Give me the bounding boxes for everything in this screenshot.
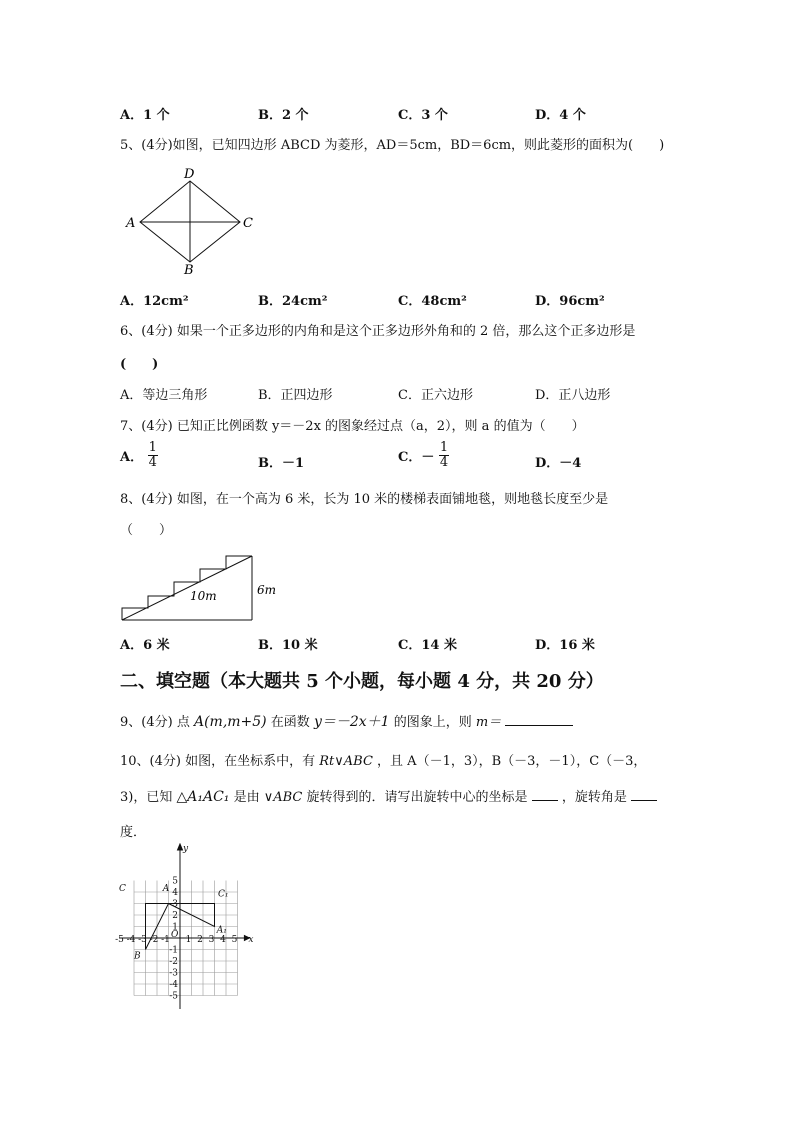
point-label-b: B xyxy=(134,951,141,962)
x-tick-label: -4 xyxy=(126,935,136,945)
q6-option-d: D．正八边形 xyxy=(535,388,611,403)
q5-option-b: B．24cm² xyxy=(258,294,328,309)
vertex-label-c: C xyxy=(243,216,253,231)
y-tick-label: 1 xyxy=(172,922,178,933)
q6-option-a: A．等边三角形 xyxy=(120,388,208,403)
q8-option-b: B．10 米 xyxy=(258,638,318,653)
q9-point: A(m,m+5) xyxy=(193,714,267,730)
q7-stem: 7、(4分) 已知正比例函数 y＝－2x 的图象经过点（a，2），则 a 的值为（ ） xyxy=(120,419,585,434)
y-tick-label: 3 xyxy=(172,899,178,910)
q10-line-1: 10、(4分) 如图，在坐标系中，有 Rt∨ABC ，且 A（－1，3），B（－3，－1），C（－3， xyxy=(120,754,647,769)
staircase-diagram xyxy=(118,550,298,626)
rhombus-diagram xyxy=(122,164,262,276)
q6-stem: 6、(4分) 如果一个正多边形的内角和是这个正多边形外角和的 2 倍，那么这个正多边形是 xyxy=(120,324,636,339)
x-tick-label: 4 xyxy=(220,935,226,945)
point-label-c1: C₁ xyxy=(217,889,229,900)
q5-option-c: C．48cm² xyxy=(398,294,467,309)
q4-option-a: A．1 个 xyxy=(120,108,170,123)
y-tick-label: -5 xyxy=(169,991,178,1002)
q7-fraction-c: $\frac{1}{4}$ xyxy=(439,440,449,470)
q7-fraction-a: $\frac{1}{4}$ xyxy=(148,440,157,470)
q8-stem: 8、(4分) 如图，在一个高为 6 米，长为 10 米的楼梯表面铺地毯，则地毯长度至少是 xyxy=(120,492,609,507)
q6-option-c: C．正六边形 xyxy=(398,388,473,403)
q10-line-3: 度． xyxy=(120,825,147,840)
x-axis-label: x xyxy=(248,935,254,945)
vertex-label-d: D xyxy=(184,167,195,182)
y-axis-label: y xyxy=(183,844,189,854)
point-label-c: C xyxy=(119,883,126,894)
coordinate-graph xyxy=(115,843,265,1013)
y-tick-label: 2 xyxy=(172,911,178,921)
y-tick-label: -2 xyxy=(169,957,178,967)
q8-option-a: A．6 米 xyxy=(120,638,170,653)
q6-option-b: B．正四边形 xyxy=(258,388,333,403)
y-tick-label: -3 xyxy=(169,968,178,979)
x-tick-label: 5 xyxy=(231,935,238,945)
point-label-a1: A₁ xyxy=(216,925,227,936)
q9-answer-blank[interactable] xyxy=(505,725,573,726)
q10-center-blank[interactable] xyxy=(532,800,558,801)
y-tick-label: -4 xyxy=(169,980,178,990)
y-tick-label: -1 xyxy=(169,945,178,956)
x-tick-label: -3 xyxy=(138,935,147,945)
x-tick-label: -5 xyxy=(115,935,124,945)
q7-option-b: B．－1 xyxy=(258,456,305,471)
q10-line-2: 3)，已知 △A₁AC₁ 是由 ∨ABC 旋转得到的．请写出旋转中心的坐标是 ，旋转角是 xyxy=(120,786,657,805)
x-tick-label: 3 xyxy=(208,935,215,945)
q8-stem-paren: （ ） xyxy=(120,523,173,538)
q4-option-b: B．2 个 xyxy=(258,108,309,123)
point-label-a: A xyxy=(162,883,170,894)
q9-function: y＝－2x＋1 xyxy=(313,714,390,730)
q7-option-a: A． $\frac{1}{4}$ xyxy=(120,440,157,470)
label-length-10m: 10m xyxy=(190,589,217,603)
q5-option-d: D．96cm² xyxy=(535,294,605,309)
q5-option-a: A．12cm² xyxy=(120,294,189,309)
q7-option-d: D．－4 xyxy=(535,456,582,471)
q8-option-c: C．14 米 xyxy=(398,638,457,653)
x-tick-label: -1 xyxy=(161,935,170,945)
q10-angle-blank[interactable] xyxy=(631,800,657,801)
vertex-label-b: B xyxy=(184,263,194,276)
origin-label: O xyxy=(171,930,179,940)
x-tick-label: 2 xyxy=(197,935,203,945)
q9-stem: 9、(4分) 点 A(m,m+5) 在函数 y＝－2x＋1 的图象上，则 m＝ xyxy=(120,711,573,731)
q8-option-d: D．16 米 xyxy=(535,638,595,653)
x-tick-label: -2 xyxy=(149,935,159,945)
section-2-heading: 二、填空题（本大题共 5 个小题，每小题 4 分，共 20 分） xyxy=(120,671,604,692)
y-tick-label: 4 xyxy=(172,888,178,898)
q4-option-d: D．4 个 xyxy=(535,108,586,123)
stair-hypotenuse xyxy=(122,556,252,620)
x-tick-label: 1 xyxy=(185,935,192,945)
q5-stem: 5、(4分)如图，已知四边形 ABCD 为菱形，AD＝5cm，BD＝6cm，则此菱形的面积为( ) xyxy=(120,138,665,153)
q7-option-c: C．－ $\frac{1}{4}$ xyxy=(398,440,449,470)
q6-stem-paren: ( ) xyxy=(120,357,159,372)
vertex-label-a: A xyxy=(126,216,136,231)
y-axis-arrow xyxy=(178,844,183,850)
label-height-6m: 6m xyxy=(257,583,277,597)
y-tick-label: 5 xyxy=(172,876,178,887)
q4-option-c: C．3 个 xyxy=(398,108,448,123)
